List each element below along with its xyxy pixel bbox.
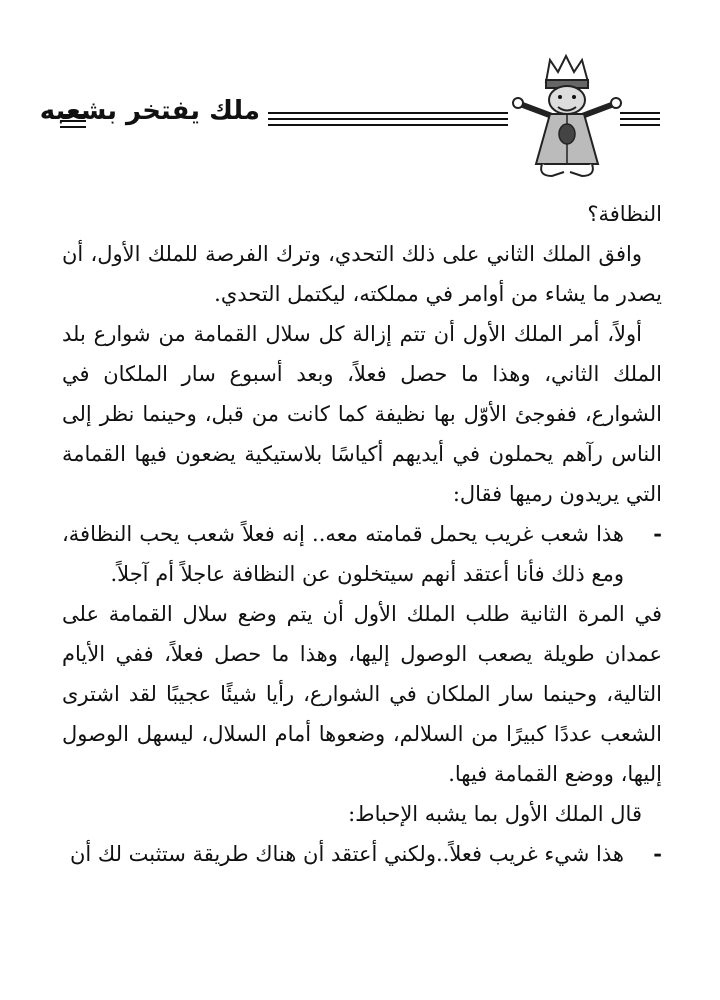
page-body <box>62 194 662 874</box>
dialogue-text: هذا شيء غريب فعلاً..ولكني أعتقد أن هناك طريقة ستثبت لك أن <box>69 842 624 866</box>
header-rule-middle <box>268 112 508 130</box>
dialogue-dash: - <box>653 521 662 546</box>
paragraph: وافق الملك الثاني على ذلك التحدي، وترك الفرصة للملك الأول، أن يصدر ما يشاء من أوامر في مملكته، ليكتمل التحدي. <box>62 242 662 306</box>
dialogue-text: هذا شعب غريب يحمل قمامته معه.. إنه فعلاً شعب يحب النظافة، ومع ذلك فأنا أعتقد أنهم سيتخلون عن النظافة عاجلاً أم آجلاً. <box>62 522 624 586</box>
dialogue-line <box>62 514 662 594</box>
king-cartoon-icon <box>508 52 628 180</box>
paragraph: قال الملك الأول بما يشبه الإحباط: <box>348 802 642 826</box>
page-header <box>39 52 670 182</box>
paragraph: أولاً، أمر الملك الأول أن تتم إزالة كل سلال القمامة من شوارع بلد الملك الثاني، وهذا ما حصل فعلاً، وبعد أسبوع سار الملكان في الشوارع، ففوجئ الأوّل بها نظيفة كما كانت من قبل، وحينما نظر إلى الناس رآهم يحملون في أيديهم أكياسًا بلاستيكية يضعون فيها القمامة التي يريدون رميها فقال: <box>62 322 662 506</box>
header-rule-right <box>620 112 660 130</box>
paragraph: في المرة الثانية طلب الملك الأول أن يتم وضع سلال القمامة على عمدان طويلة يصعب الوصول إليها، وهذا ما حصل فعلاً، ففي الأيام التالية، وحينما سار الملكان في الشوارع، رأيا شيئًا عجيبًا لقد اشترى الشعب عددًا كبيرًا من السلالم، وضعوها أمام السلال، ليسهل الوصول إليها، ووضع القمامة فيها. <box>62 602 662 786</box>
chapter-title: ملك يفتخر بشعبه <box>39 96 260 126</box>
paragraph: النظافة؟ <box>587 202 662 226</box>
dialogue-line <box>62 834 662 874</box>
dialogue-dash: - <box>653 841 662 866</box>
